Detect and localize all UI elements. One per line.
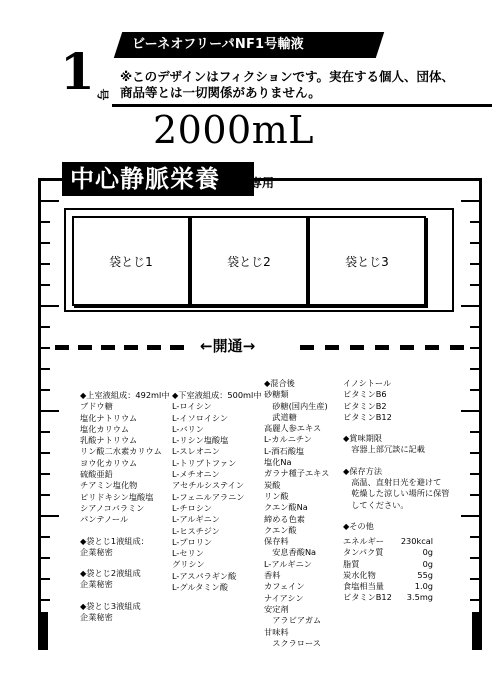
ingredient-line: ◆上室液組成：492ml中 bbox=[80, 390, 170, 400]
ingredient-line: ◆その他 bbox=[343, 520, 374, 531]
ingredient-line: パンテノール bbox=[80, 514, 129, 525]
ingredient-line: L-酒石酸塩 bbox=[264, 445, 305, 456]
nutrition-label: ビタミンB12 bbox=[343, 592, 392, 603]
ingredient-line: 容器上部冗談に記載 bbox=[343, 444, 425, 455]
ingredient-line: リン酸 bbox=[264, 490, 289, 501]
ingredient-line: 硫酸亜鉛 bbox=[80, 469, 113, 480]
scale-tick bbox=[41, 347, 50, 349]
open-line-dash bbox=[55, 345, 69, 350]
ingredient-line: シアノコバラミン bbox=[80, 502, 145, 513]
scale-tick bbox=[41, 368, 50, 370]
ingredient-line: 保存料 bbox=[264, 536, 289, 547]
ingredient-line bbox=[80, 591, 170, 601]
ingredient-line: アセチルシステイン bbox=[172, 480, 245, 491]
ingredient-line: グリシン bbox=[172, 559, 205, 570]
ingredient-line: ピリドキシン塩酸塩 bbox=[80, 491, 154, 502]
open-line-dash bbox=[375, 345, 389, 350]
ingredient-line: カフェイン bbox=[264, 581, 305, 592]
open-line-left bbox=[55, 345, 195, 351]
ingredient-line: 塩化カリウム bbox=[80, 423, 130, 434]
chamber-2[interactable]: 袋とじ2 bbox=[190, 216, 308, 306]
ingredient-line bbox=[343, 423, 449, 433]
ingredient-line: L-グルタミン酸 bbox=[172, 582, 228, 593]
ingredient-line: ビタミンB2 bbox=[343, 400, 387, 411]
scale-tick bbox=[470, 221, 479, 223]
scale-tick bbox=[461, 305, 479, 307]
nutrition-label: 食塩相当量 bbox=[343, 581, 384, 592]
volume: 2000mL bbox=[153, 108, 314, 152]
scale-tick bbox=[41, 557, 50, 559]
ingredient-line: ヨウ化カリウム bbox=[80, 457, 138, 468]
mixed-ingredients bbox=[264, 378, 329, 649]
divider bbox=[112, 104, 492, 107]
scale-tick bbox=[470, 452, 479, 454]
ingredient-line: 砂糖(国内生産) bbox=[264, 400, 328, 411]
scale-tick bbox=[41, 536, 50, 538]
ingredient-line: クエン酸 bbox=[264, 524, 297, 535]
open-line-dash bbox=[325, 345, 339, 350]
ingredient-line: L-ロイシン bbox=[172, 401, 212, 412]
scale-tick bbox=[470, 536, 479, 538]
scale-tick bbox=[41, 326, 50, 328]
ingredient-line: 炭酸 bbox=[264, 479, 281, 490]
scale-tick bbox=[470, 389, 479, 391]
ingredient-line: 砂糖類 bbox=[264, 389, 289, 400]
scale-tick bbox=[41, 221, 50, 223]
disclaimer bbox=[120, 69, 480, 101]
ingredient-line: 塩化ナトリウム bbox=[80, 412, 138, 423]
ingredient-line: ◆賞味期限 bbox=[343, 433, 383, 444]
open-line-dash bbox=[400, 345, 414, 350]
ingredient-line: アラビアガム bbox=[264, 615, 322, 626]
ingredient-line: 企業秘密 bbox=[80, 546, 113, 557]
ingredient-line: 締める色素 bbox=[264, 513, 305, 524]
ingredient-line: L-アスパラギン酸 bbox=[172, 570, 237, 581]
ingredient-line: L-スレオニン bbox=[172, 446, 220, 457]
nutrition-label: 炭水化物 bbox=[343, 569, 376, 580]
nutrition-label: タンパク質 bbox=[343, 547, 384, 558]
category-title: 中心静脈栄養 bbox=[70, 165, 220, 193]
ingredient-line: 香料 bbox=[264, 570, 281, 581]
ingredient-line bbox=[343, 511, 449, 521]
ingredient-line: L-トリプトファン bbox=[172, 457, 237, 468]
scale-tick bbox=[461, 200, 479, 202]
ingredient-line: L-リシン塩酸塩 bbox=[172, 435, 229, 446]
nutrition-row bbox=[343, 581, 433, 592]
open-line-dash bbox=[300, 345, 314, 350]
scale-tick bbox=[41, 599, 50, 601]
scale-tick bbox=[461, 515, 479, 517]
ingredient-line: 乳酸ナトリウム bbox=[80, 435, 138, 446]
scale-tick bbox=[470, 431, 479, 433]
scale-tick bbox=[41, 305, 59, 307]
ingredient-line: L-カルニチン bbox=[264, 434, 312, 445]
scale-tick bbox=[41, 515, 59, 517]
ingredient-line: L-プロリン bbox=[172, 536, 213, 547]
open-line-dash bbox=[147, 345, 161, 350]
nutrition-row bbox=[343, 547, 433, 558]
category-suffix: 専用 bbox=[250, 176, 275, 190]
nutrition-value: 3.5mg bbox=[406, 592, 433, 603]
open-label[interactable]: ←開通→ bbox=[200, 337, 256, 355]
scale-tick bbox=[41, 494, 50, 496]
ingredient-line: 武道糖 bbox=[264, 411, 297, 422]
ingredient-line: 甘味料 bbox=[264, 626, 289, 637]
ingredient-line: ナイアシン bbox=[264, 592, 304, 603]
ingredient-line: ビタミンB12 bbox=[343, 411, 392, 422]
ingredient-line: 乾燥した涼しい場所に保管 bbox=[343, 488, 450, 499]
ingredient-line: ◆混合後 bbox=[264, 378, 295, 388]
ingredient-line bbox=[80, 526, 170, 536]
ingredient-line: L-フェニルアラニン bbox=[172, 491, 245, 502]
scale-tick bbox=[41, 431, 50, 433]
open-line-dash bbox=[170, 345, 184, 350]
scale-tick bbox=[41, 389, 50, 391]
bag-notch-left bbox=[38, 612, 48, 650]
product-number: 1 bbox=[60, 42, 95, 101]
open-line-dash bbox=[350, 345, 364, 350]
scale-tick bbox=[470, 368, 479, 370]
scale-tick bbox=[41, 263, 50, 265]
ingredient-line: スクラロース bbox=[264, 637, 321, 648]
chamber-3[interactable]: 袋とじ3 bbox=[308, 216, 426, 306]
nutrition-row bbox=[343, 592, 433, 603]
ingredient-line: してください。 bbox=[343, 499, 409, 510]
ingredient-line: L-チロシン bbox=[172, 502, 212, 513]
nutrition-value: 230kcal bbox=[400, 536, 433, 546]
ingredient-line: ◆袋とじ2液組成 bbox=[80, 568, 141, 579]
scale-tick bbox=[41, 452, 50, 454]
ingredient-line: 高温、直射日光を避けて bbox=[343, 477, 442, 488]
open-line-right bbox=[300, 345, 480, 351]
ingredient-line: ガラナ種子エキス bbox=[264, 468, 330, 479]
ingredient-line: L-アルギニン bbox=[264, 558, 312, 569]
ingredient-line: リン酸二水素カリウム bbox=[80, 446, 162, 457]
open-line-dash bbox=[425, 345, 439, 350]
nutrition-row bbox=[343, 536, 433, 547]
ingredient-line bbox=[343, 456, 449, 466]
product-name: ビーネオフリーパNF1号輸液 bbox=[132, 37, 304, 52]
ingredient-line: ◆下室液組成：500ml中 bbox=[172, 390, 262, 400]
ingredient-line: 安定剤 bbox=[264, 603, 289, 614]
nutrition-value: 1.0g bbox=[414, 581, 433, 592]
open-line-dash bbox=[78, 345, 92, 350]
scale-tick bbox=[470, 599, 479, 601]
ingredient-line: L-バリン bbox=[172, 423, 204, 434]
scale-tick bbox=[470, 326, 479, 328]
nutrition-label: エネルギー bbox=[343, 536, 384, 546]
scale-tick bbox=[470, 242, 479, 244]
vitamins-and-info bbox=[343, 378, 449, 532]
scale-tick bbox=[41, 242, 50, 244]
open-line-dash bbox=[101, 345, 115, 350]
ingredient-line: ビタミンB6 bbox=[343, 389, 387, 400]
ingredient-line: ◆保存方法 bbox=[343, 465, 383, 476]
scale-tick bbox=[41, 473, 50, 475]
scale-tick bbox=[41, 284, 50, 286]
ingredient-line: ◆袋とじ1液組成： bbox=[80, 535, 149, 546]
scale-tick bbox=[470, 494, 479, 496]
nutrition-row bbox=[343, 570, 433, 581]
disclaimer-line-2: 商品等とは一切関係がありません。 bbox=[120, 85, 321, 100]
scale-tick bbox=[41, 410, 59, 412]
ingredient-line: クエン酸Na bbox=[264, 502, 308, 513]
nutrition-label: 脂質 bbox=[343, 558, 360, 569]
ingredient-line: 企業秘密 bbox=[80, 579, 113, 590]
ingredient-line: チアミン塩化物 bbox=[80, 480, 138, 491]
scale-tick bbox=[41, 578, 50, 580]
scale-tick bbox=[470, 263, 479, 265]
ingredient-line: ブドウ糖 bbox=[80, 401, 113, 412]
scale-tick bbox=[470, 578, 479, 580]
chamber-1[interactable]: 袋とじ1 bbox=[72, 216, 190, 306]
ingredient-line: L-ヒスチジン bbox=[172, 525, 220, 536]
nutrition-table bbox=[343, 536, 433, 604]
open-line-dash bbox=[450, 345, 464, 350]
nutrition-row bbox=[343, 559, 433, 570]
scale-tick bbox=[470, 284, 479, 286]
bag-notch-right bbox=[472, 612, 482, 650]
scale-tick bbox=[41, 200, 59, 202]
ingredient-line bbox=[80, 558, 170, 568]
lower-chamber-composition bbox=[172, 390, 262, 593]
ingredient-line: 企業秘密 bbox=[80, 612, 113, 623]
ingredient-line: L-セリン bbox=[172, 548, 204, 559]
nutrition-value: 55g bbox=[417, 569, 433, 580]
upper-chamber-composition bbox=[80, 390, 170, 623]
ingredient-line: L-メチオニン bbox=[172, 469, 220, 480]
ingredient-line: L-アルギニン bbox=[172, 514, 220, 525]
scale-tick bbox=[461, 410, 479, 412]
open-line-dash bbox=[124, 345, 138, 350]
ingredient-line: ◆袋とじ3液組成 bbox=[80, 600, 141, 611]
scale-tick bbox=[470, 473, 479, 475]
nutrition-value: 0g bbox=[422, 558, 433, 569]
ingredient-line: 安息香酸Na bbox=[264, 547, 317, 558]
scale-tick bbox=[470, 557, 479, 559]
ingredient-line: 高麗人参エキス bbox=[264, 423, 322, 434]
product-number-suffix: 号 bbox=[95, 88, 110, 101]
disclaimer-line-1: ※このデザインはフィクションです。実在する個人、団体、 bbox=[120, 69, 455, 84]
nutrition-value: 0g bbox=[422, 547, 433, 558]
ingredient-line: 塩化Na bbox=[264, 457, 292, 468]
ingredient-line: L-イソロイシン bbox=[172, 412, 229, 423]
ingredient-line: イノシトール bbox=[343, 378, 392, 388]
